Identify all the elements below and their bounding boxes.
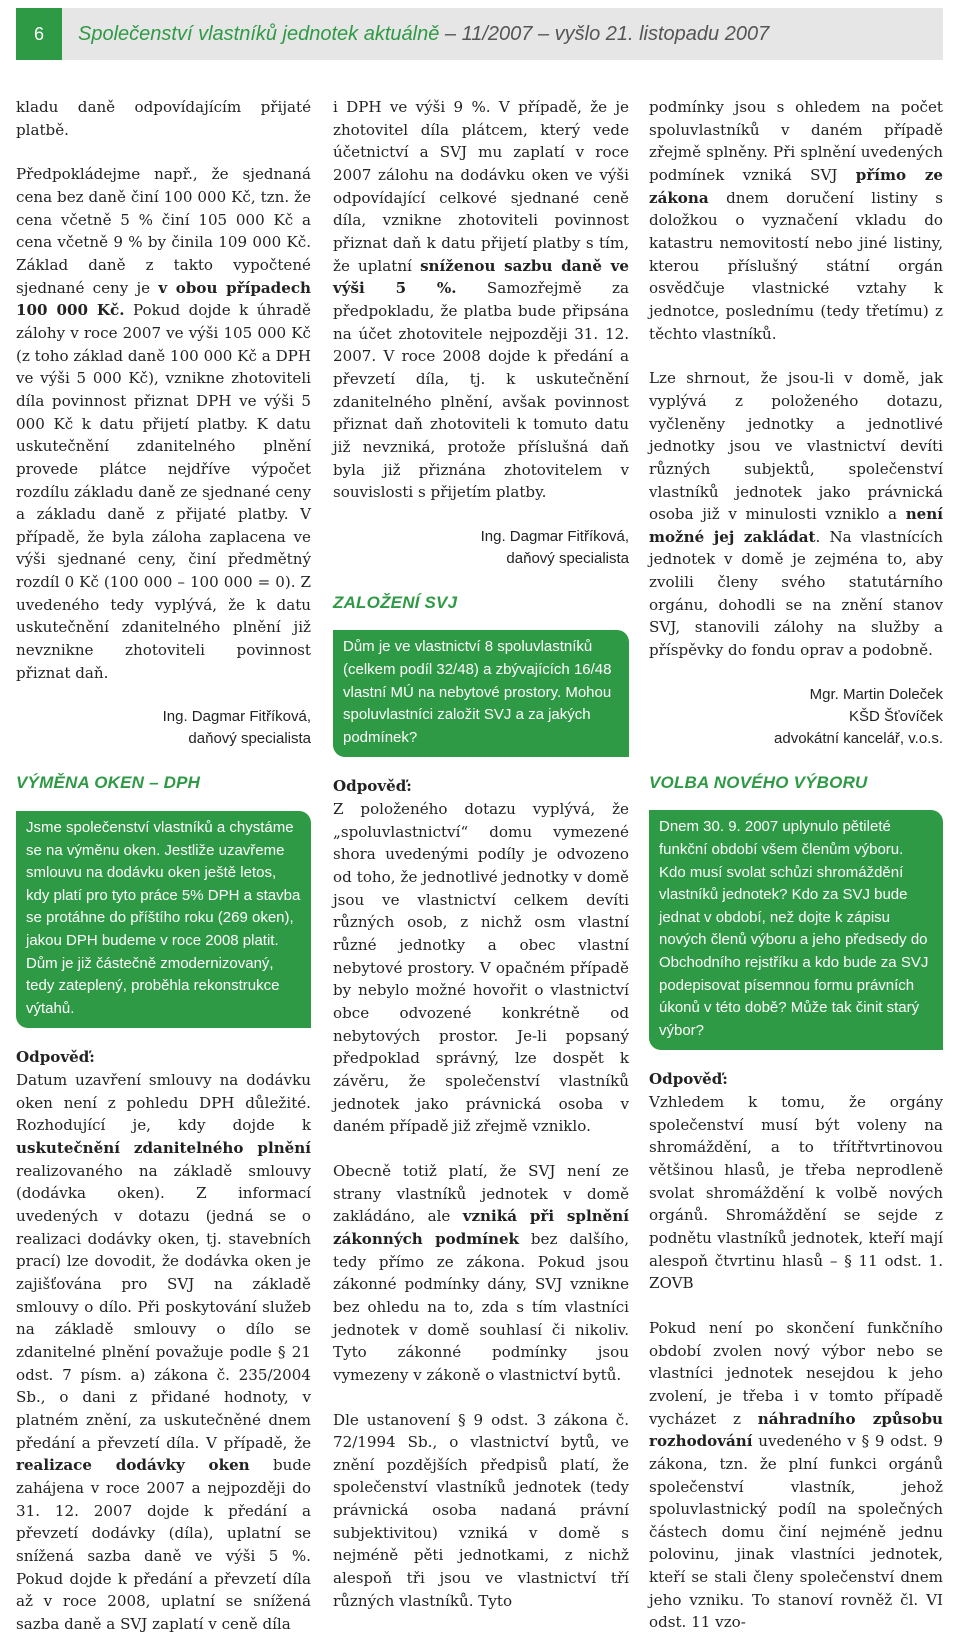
question-box: Dům je ve vlastnictví 8 spoluvlastníků (celkem podíl 32/48) a zbývajících 16/48 vlastní MÚ na nebytové prostory. Mohou spoluvlastníci založit SVJ a za jakých podmínek? [333, 630, 629, 757]
paragraph: Z položeného dotazu vyplývá, že „spoluvlastnictví“ domu vymezené shora uvedenými podíly je odvozeno od toho, že jednotlivé jednotky v domě jsou ve vlastnictví celkem devíti různých osob, z nichž osm vlastní různé jednotky a obec vlastní nebytové prostory. V opačném případě by nebylo možné hovořit o vlastnictví obce odvozené konkrétně od nebytových prostor. Je-li popsaný předpoklad správný, lze dospět k závěru, že společenství vlastníků jednotek jako právnická osoba v daném případě již zřejmě vzniklo. [333, 800, 629, 1136]
paragraph: Předpokládejme např., že sjednaná cena bez daně činí 100 000 Kč, tzn. že cena včetně 5 % činí 105 000 Kč a cena včetně 9 % by činila 109 000 Kč. Základ daně z takto vypočtené sjednané ceny je v obou případech 100 000 Kč. Pokud dojde k úhradě zálohy v roce 2007 ve výši 105 000 Kč (z toho základ daně 100 000 Kč a DPH ve výši 5 000 Kč), vznikne zhotoviteli díla povinnost přiznat DPH ve výši 5 000 Kč k datu přijetí platby. K datu uskutečnění zdanitelného plnění provede plátce nejdříve výpočet rozdílu základu daně ze sjednané ceny a základu daně z přijaté platby. V případě, že byla záloha zaplacena ve výši sjednané ceny, činí předmětný rozdíl 0 Kč (100 000 – 100 000 = 0). Z uvedeného tedy vyplývá, že k datu uskutečnění zdanitelného plnění již nevznikne zhotoviteli povinnost přiznat daň. [16, 165, 311, 682]
paragraph: Obecně totiž platí, že SVJ není ze strany vlastníků jednotek v domě zakládáno, ale vzniká při splnění zákonných podmínek bez dalšího, tedy přímo ze zákona. Pokud jsou zákonné podmínky dány, SVJ vznikne bez ohledu na to, zda s tím vlastníci jednotek v domě souhlasí či nikoliv. Tyto zákonné podmínky jsou vymezeny v zákoně o vlastnictví bytů. [333, 1161, 629, 1384]
header-title [78, 23, 769, 46]
page-number: 6 [16, 8, 62, 60]
magazine-title: Společenství vlastníků jednotek aktuálně [78, 22, 440, 45]
paragraph: i DPH ve výši 9 %. V případě, že je zhotovitel díla plátcem, který vede účetnictví a SVJ mu zaplatí v roce 2007 zálohu na dodávku oken ve výši odpovídající celkové sjednané ceně díla, vznikne zhotoviteli povinnost přiznat daň k datu přijetí platby s tím, že uplatní sníženou sazbu daně ve výši 5 %. Samozřejmě za předpokladu, že platba bude připsána na účet zhotovitele nejpozději 31. 12. 2007. V roce 2008 dojde k předání a převzetí díla, tj. k uskutečnění zdanitelného plnění, avšak povinnost přiznat daň zhotoviteli k tomuto datu již nevzniká, protože příslušná daň byla již přiznána zhotovitelem v souvislosti s přijetím platby. [333, 98, 629, 502]
page-header [16, 8, 943, 60]
paragraph: Vzhledem k tomu, že orgány společenství musí být voleny na shromáždění, a to třítřtvrtinovou většinou hlasů, je třeba neprodleně svolat shromáždění k volbě nových orgánů. Shromáždění se sejde z podnětu vlastníků jednotek, kteří mají alespoň čtvrtinu hlasů – § 11 odst. 1. ZOVB [649, 1093, 943, 1293]
paragraph: Datum uzavření smlouvy na dodávku oken není z pohledu DPH důležité. Rozhodující je, kdy dojde k uskutečnění zdanitelného plnění realizovaného na základě smlouvy (dodávka oken). Z informací uvedených v dotazu (jedná se o realizaci dodávky oken, tj. stavebních prací) lze dovodit, že dodávka oken je zajišťována pro SVJ na základě smlouvy o dílo. Při poskytování služeb na základě smlouvy o dílo se zdanitelné plnění považuje podle § 21 odst. 7 písm. a) zákona č. 235/2004 Sb., o dani z přidané hodnoty, v platném znění, za uskutečněné dnem předání a převzetí díla. V případě, že realizace dodávky oken bude zahájena v roce 2007 a nejpozději do 31. 12. 2007 dojde k předání a převzetí dodávky (díla), uplatní se snížená sazba daně ve výši 5 %. Pokud dojde k předání a převzetí díla až v roce 2008, uplatní se snížená sazba daně a SVJ zaplatí v ceně díla [16, 1071, 311, 1633]
section-title: ZALOŽENÍ SVJ [333, 592, 458, 612]
column-2 [333, 96, 629, 1612]
section-title: VOLBA NOVÉHO VÝBORU [649, 772, 868, 792]
author-signature: Ing. Dagmar Fitříková, daňový specialista [480, 527, 629, 567]
issue-info: – 11/2007 – vyšlo 21. listopadu 2007 [444, 22, 770, 45]
author-signature: Mgr. Martin Doleček KŠD Šťovíček advokátní kancelář, v.o.s. [774, 685, 943, 747]
paragraph: Lze shrnout, že jsou-li v domě, jak vyplývá z položeného dotazu, vyčleněny jednotky a jednotlivé jednotky jsou ve vlastnictví devíti různých subjektů, společenství vlastníků jednotek jako právnická osoba již v minulosti vzniklo a není možné jej zakládat. Na vlastnících jednotek v domě je zejména to, aby zvolili členy svého statutárního orgánu, dohodli se na znění stanov SVJ, stanovili zálohy na služby a příspěvky do fondu oprav a podobně. [649, 369, 943, 660]
paragraph: kladu daně odpovídajícím přijaté platbě. [16, 98, 311, 139]
question-box: Dnem 30. 9. 2007 uplynulo pětileté funkční období všem členům výboru. Kdo musí svolat schůzi shromáždění vlastníků jednotek? Kdo za SVJ bude jednat v období, než dojte k zápisu nových členů výboru a jeho předsedy do Obchodního rejstříku a kdo bude za SVJ podepisovat písemnou formu právních úkonů v této době? Může tak činit starý výbor? [649, 810, 943, 1050]
answer-label: Odpověď: [333, 777, 412, 796]
section-title: VÝMĚNA OKEN – DPH [16, 773, 201, 793]
author-signature: Ing. Dagmar Fitříková, daňový specialista [162, 708, 311, 748]
paragraph: Pokud není po skončení funkčního období zvolen nový výbor nebo se vlastníci jednotek nesejdou k jeho zvolení, je třeba i v tomto případě vycházet z náhradního způsobu rozhodování uvedeného v § 9 odst. 9 zákona, tzn. že plní funkci orgánů společenství vlastník, jehož spoluvlastnický podíl na společných částech domu činí nejméně jednu polovinu, jinak vlastníci jednotek, kteří se stali členy společenství dnem jeho vzniku. To stanoví rovněž čl. VI odst. 11 vzo- [649, 1318, 943, 1632]
paragraph: podmínky jsou s ohledem na počet spoluvlastníků v daném případě zřejmě splněny. Při splnění uvedených podmínek vzniká SVJ přímo ze zákona dnem doručení listiny s doložkou o vyznačení vkladu do katastru nemovitostí nebo jiné listiny, kterou příslušný státní orgán osvědčuje vlastnické vztahy k jednotce, poslednímu (tedy třetímu) z těchto vlastníků. [649, 98, 943, 343]
column-3 [649, 96, 943, 1634]
answer-label: Odpověď: [649, 1070, 728, 1089]
answer-label: Odpověď: [16, 1048, 95, 1067]
question-box: Jsme společenství vlastníků a chystáme se na výměnu oken. Jestliže uzavřeme smlouvu na dodávku oken ještě letos, kdy platí pro tyto práce 5% DPH a stavba se protáhne do příštího roku (269 oken), jakou DPH budeme v roce 2008 platit. Dům je již částečně zmodernizovaný, tedy zateplený, proběhla rekonstrukce výtahů. [16, 811, 311, 1028]
column-1 [16, 96, 311, 1635]
paragraph: Dle ustanovení § 9 odst. 3 zákona č. 72/1994 Sb., o vlastnictví bytů, ve znění pozdějších předpisů platí, že společenství vlastníků jednotek (tedy právnická osoba nadaná právní subjektivitou) vzniká v domě s nejméně pěti jednotkami, z nichž alespoň tři jsou ve vlastnictví tří různých vlastníků. Tyto [333, 1410, 629, 1610]
